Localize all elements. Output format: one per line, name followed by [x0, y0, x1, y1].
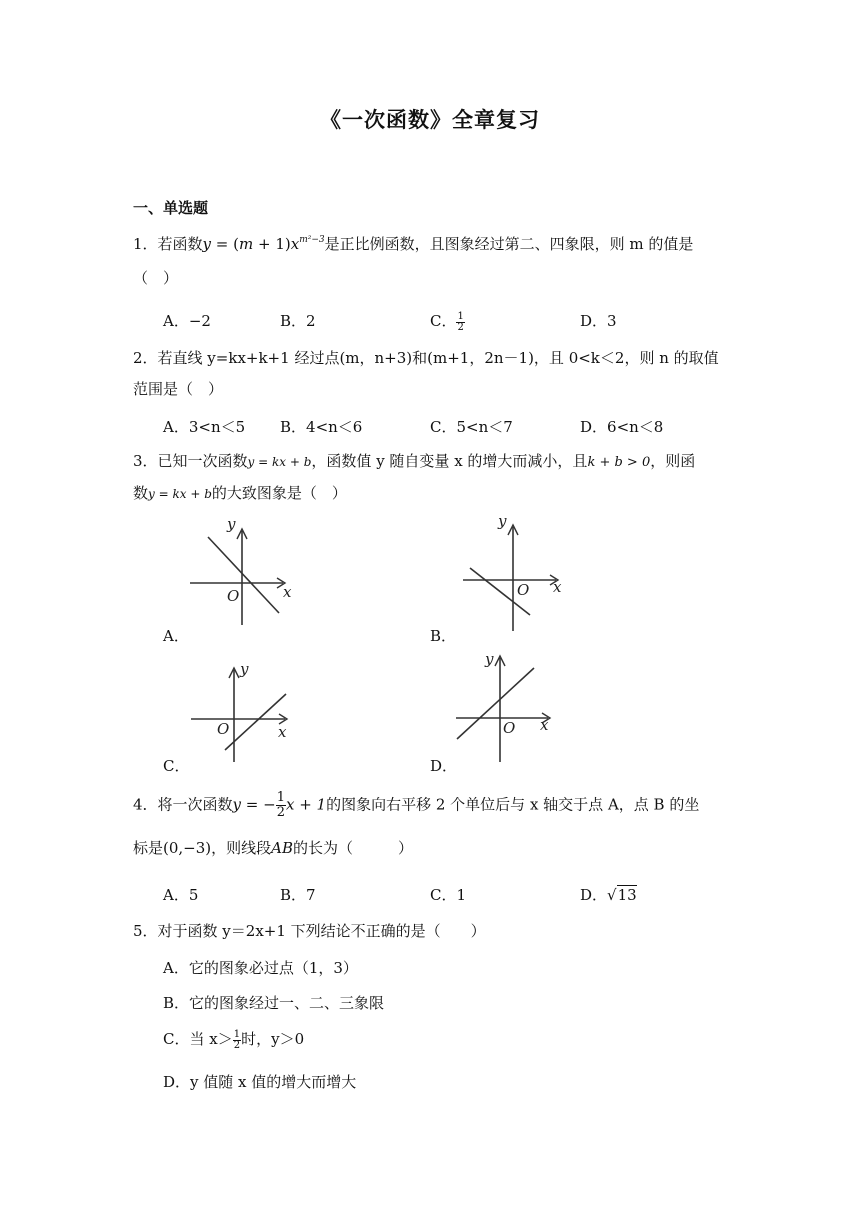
graph-b-x-label: x	[553, 578, 562, 596]
q1-option-c	[430, 310, 465, 333]
graph-a-origin: O	[227, 587, 240, 605]
q4-l2-prefix: 标是	[133, 839, 164, 857]
q4-radicand: 13	[617, 886, 637, 904]
graph-c-y-label: y	[240, 660, 249, 678]
q4-option-a: A．5	[163, 886, 199, 904]
q3-formula-3: y = kx + b	[148, 487, 212, 501]
q5-option-b: B．它的图象经过一、二、三象限	[163, 994, 385, 1012]
q3-formula-2: k + b > 0	[587, 455, 651, 470]
q5-c-numerator: 1	[233, 1028, 241, 1040]
q4-l2-suffix: 的长为（ ）	[293, 839, 414, 857]
q1-prefix: 1．若函数	[133, 235, 203, 253]
q3-option-d: D．	[430, 757, 458, 775]
q3-graph-b	[458, 512, 578, 635]
q4-prefix: 4．将一次函数	[133, 795, 233, 814]
q5-c-denominator: 2	[233, 1039, 241, 1051]
graph-d-y-label: y	[485, 650, 494, 668]
graph-d-origin: O	[503, 719, 516, 737]
q5-option-c-suffix: 时，y＞0	[241, 1030, 305, 1048]
q1-option-c-fraction	[456, 312, 464, 333]
q4-suffix: 的图象向右平移 2 个单位后与 x 轴交于点 A，点 B 的坐	[326, 795, 700, 814]
q3-graph-c	[188, 658, 308, 768]
q4-frac-denominator: 2	[276, 805, 285, 820]
q3-option-c: C．	[163, 757, 190, 775]
q3-graph-a	[185, 515, 305, 625]
question-1-line-1	[133, 230, 693, 254]
q2-option-b: B．4<n＜6	[280, 418, 363, 436]
q4-point-b: (0,−3)	[163, 839, 212, 857]
q3-formula-1: y = kx + b	[247, 455, 312, 469]
q3-middle: ，函数值 y 随自变量 x 的增大而减小，且	[311, 452, 588, 470]
question-4-line-1	[133, 791, 699, 820]
q1-formula-m: m	[239, 235, 254, 253]
q4-formula-b: x + 1	[285, 795, 327, 814]
section-heading: 一、单选题	[133, 199, 209, 217]
graph-b-origin: O	[517, 581, 530, 599]
graph-b-y-label: y	[498, 512, 507, 530]
graph-a-x-label: x	[283, 583, 292, 601]
question-2-line-1: 2．若直线 y=kx+k+1 经过点(m，n+3)和(m+1，2n－1)，且 0<k＜2，则 n 的取值	[133, 349, 719, 367]
graph-a-line	[208, 537, 279, 613]
q1-option-d: D．3	[580, 312, 617, 330]
graph-d-x-label: x	[540, 716, 549, 734]
q2-option-c: C．5<n＜7	[430, 418, 513, 436]
graph-c-x-label: x	[278, 723, 287, 741]
question-2-line-2: 范围是（ ）	[133, 380, 224, 398]
q1-formula-y: y	[202, 235, 212, 253]
q5-option-a: A．它的图象必过点（1，3）	[163, 959, 358, 977]
q4-fraction	[276, 791, 286, 820]
graph-a-y-label: y	[227, 515, 236, 533]
q3-option-a: A．	[163, 627, 189, 645]
q4-option-d	[580, 884, 637, 905]
q1-formula-eq: = (	[211, 235, 239, 253]
q1-formula-plus: + 1)	[253, 235, 291, 253]
page-title: 《一次函数》全章复习	[320, 107, 540, 132]
question-4-line-2	[133, 838, 413, 858]
question-5-line-1: 5．对于函数 y＝2x+1 下列结论不正确的是（ ）	[133, 922, 486, 940]
q4-frac-numerator: 1	[276, 790, 285, 805]
q4-segment-ab: AB	[271, 839, 294, 857]
q5-option-c	[163, 1028, 304, 1051]
q2-option-d: D．6<n＜8	[580, 418, 664, 436]
q4-option-c: C．1	[430, 886, 467, 904]
q1-formula-x: x	[290, 235, 300, 253]
q1-c-numerator: 1	[457, 310, 464, 322]
q5-option-d: D．y 值随 x 值的增大而增大	[163, 1073, 357, 1091]
q4-option-d-label: D．	[580, 886, 608, 904]
q3-suffix: ，则函	[650, 452, 696, 470]
question-1-line-2: （ ）	[133, 269, 179, 287]
q4-sqrt-sign: √	[607, 886, 617, 904]
q5-option-c-fraction	[233, 1030, 241, 1051]
q3-prefix: 3．已知一次函数	[133, 452, 248, 470]
q4-option-b: B．7	[280, 886, 316, 904]
q3-option-b: B．	[430, 627, 457, 645]
q1-exponent: m²−3	[299, 235, 325, 245]
q1-suffix: 是正比例函数，且图象经过第二、四象限，则 m 的值是	[324, 235, 694, 253]
graph-d-line	[457, 668, 534, 739]
q2-option-a: A．3<n＜5	[163, 418, 246, 436]
q1-option-b: B．2	[280, 312, 316, 330]
q4-formula-a: y = −	[232, 795, 276, 814]
q4-l2-middle: ，则线段	[211, 839, 272, 857]
question-3-line-2	[133, 483, 347, 504]
q5-option-c-prefix: C．当 x＞	[163, 1030, 233, 1048]
graph-c-origin: O	[217, 720, 230, 738]
q3-l2-prefix: 数	[133, 484, 149, 502]
q1-option-c-label: C．	[430, 312, 457, 330]
question-3-line-1	[133, 451, 695, 473]
q3-l2-suffix: 的大致图象是（ ）	[211, 484, 347, 502]
q1-c-denominator: 2	[457, 321, 464, 333]
q1-option-a: A．−2	[163, 312, 211, 330]
q3-graph-d	[454, 650, 574, 770]
